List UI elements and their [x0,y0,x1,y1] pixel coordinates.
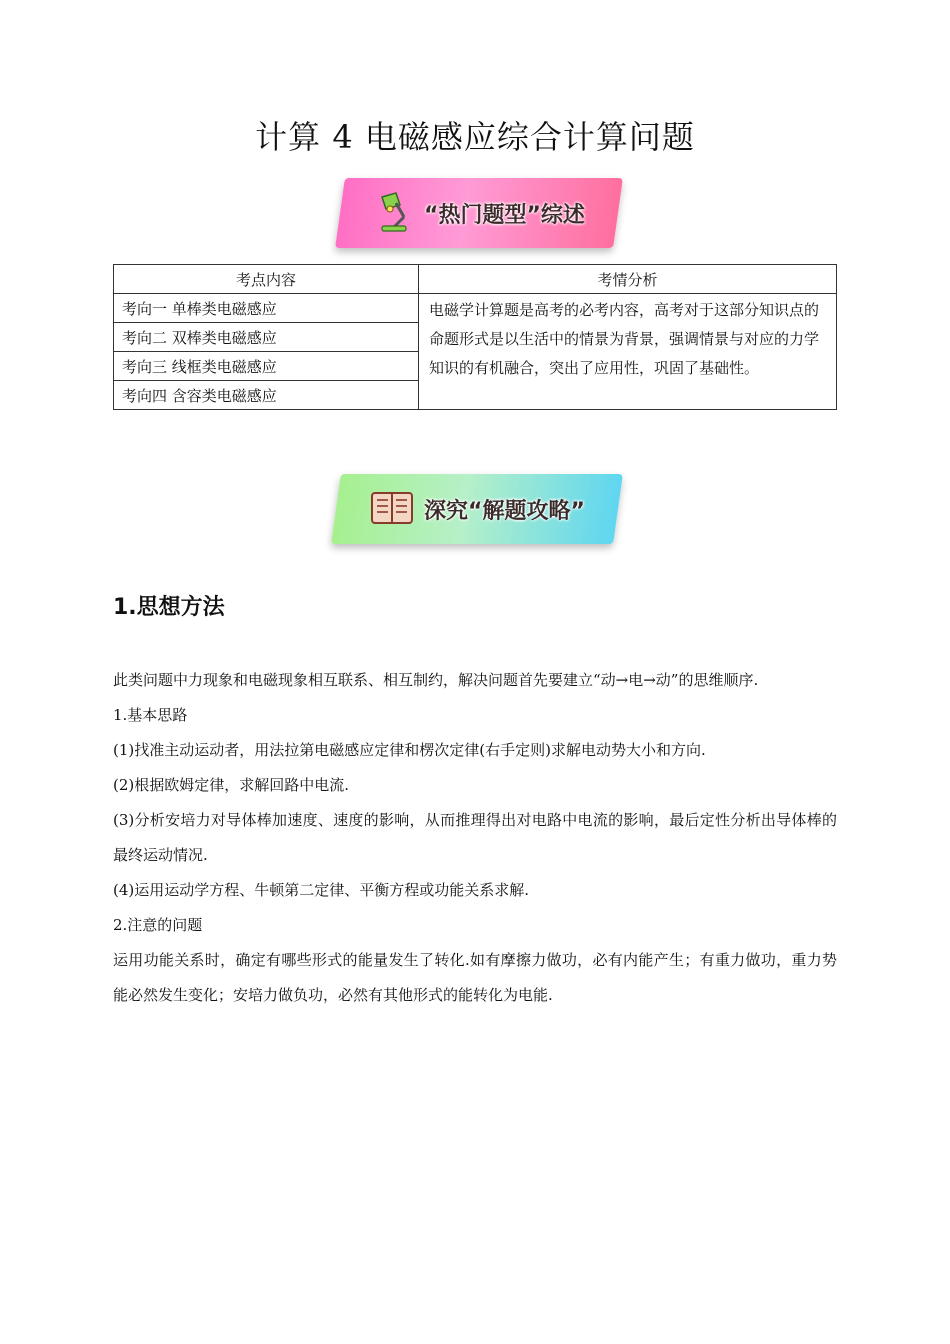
strategy-banner [331,474,623,544]
open-book-icon [370,487,414,531]
desk-lamp-icon [374,189,414,237]
paragraph: (1)找准主动运动者，用法拉第电磁感应定律和楞次定律(右手定则)求解电动势大小和方向. [113,741,706,759]
paragraph: (4)运用运动学方程、牛顿第二定律、平衡方程或功能关系求解. [113,881,530,899]
paragraph: (2)根据欧姆定律，求解回路中电流. [113,776,350,794]
page-title: 计算 4 电磁感应综合计算问题 [255,118,695,156]
topic-item: 考向三 线框类电磁感应 [114,352,419,381]
topics-header: 考点内容 [114,265,419,294]
paragraph: 运用功能关系时，确定有哪些形式的能量发生了转化.如有摩擦力做功，必有内能产生；有重力做功，重力势能必然发生变化；安培力做负功，必然有其他形式的能转化为电能. [113,951,837,1004]
paragraph: (3)分析安培力对导体棒加速度、速度的影响，从而推理得出对电路中电流的影响，最后定性分析出导体棒的最终运动情况. [113,811,837,864]
paragraph: 2.注意的问题 [113,916,203,934]
section-content [113,663,837,1013]
paragraph: 1.基本思路 [113,706,188,724]
topic-item: 考向二 双棒类电磁感应 [114,323,419,352]
topic-item: 考向一 单棒类电磁感应 [114,294,419,323]
hot-topics-banner [335,178,623,248]
topics-table [113,264,837,410]
analysis-header: 考情分析 [419,265,837,294]
section-heading: 1.思想方法 [113,595,225,620]
strategy-label: 深究“解题攻略” [423,498,585,524]
hot-topics-label: “热门题型”综述 [423,202,585,228]
paragraph: 此类问题中力现象和电磁现象相互联系、相互制约，解决问题首先要建立“动→电→动”的思维顺序. [113,671,759,689]
analysis-text: 电磁学计算题是高考的必考内容，高考对于这部分知识点的命题形式是以生活中的情景为背景，强调情景与对应的力学知识的有机融合，突出了应用性，巩固了基础性。 [419,294,837,410]
topic-item: 考向四 含容类电磁感应 [114,381,419,410]
